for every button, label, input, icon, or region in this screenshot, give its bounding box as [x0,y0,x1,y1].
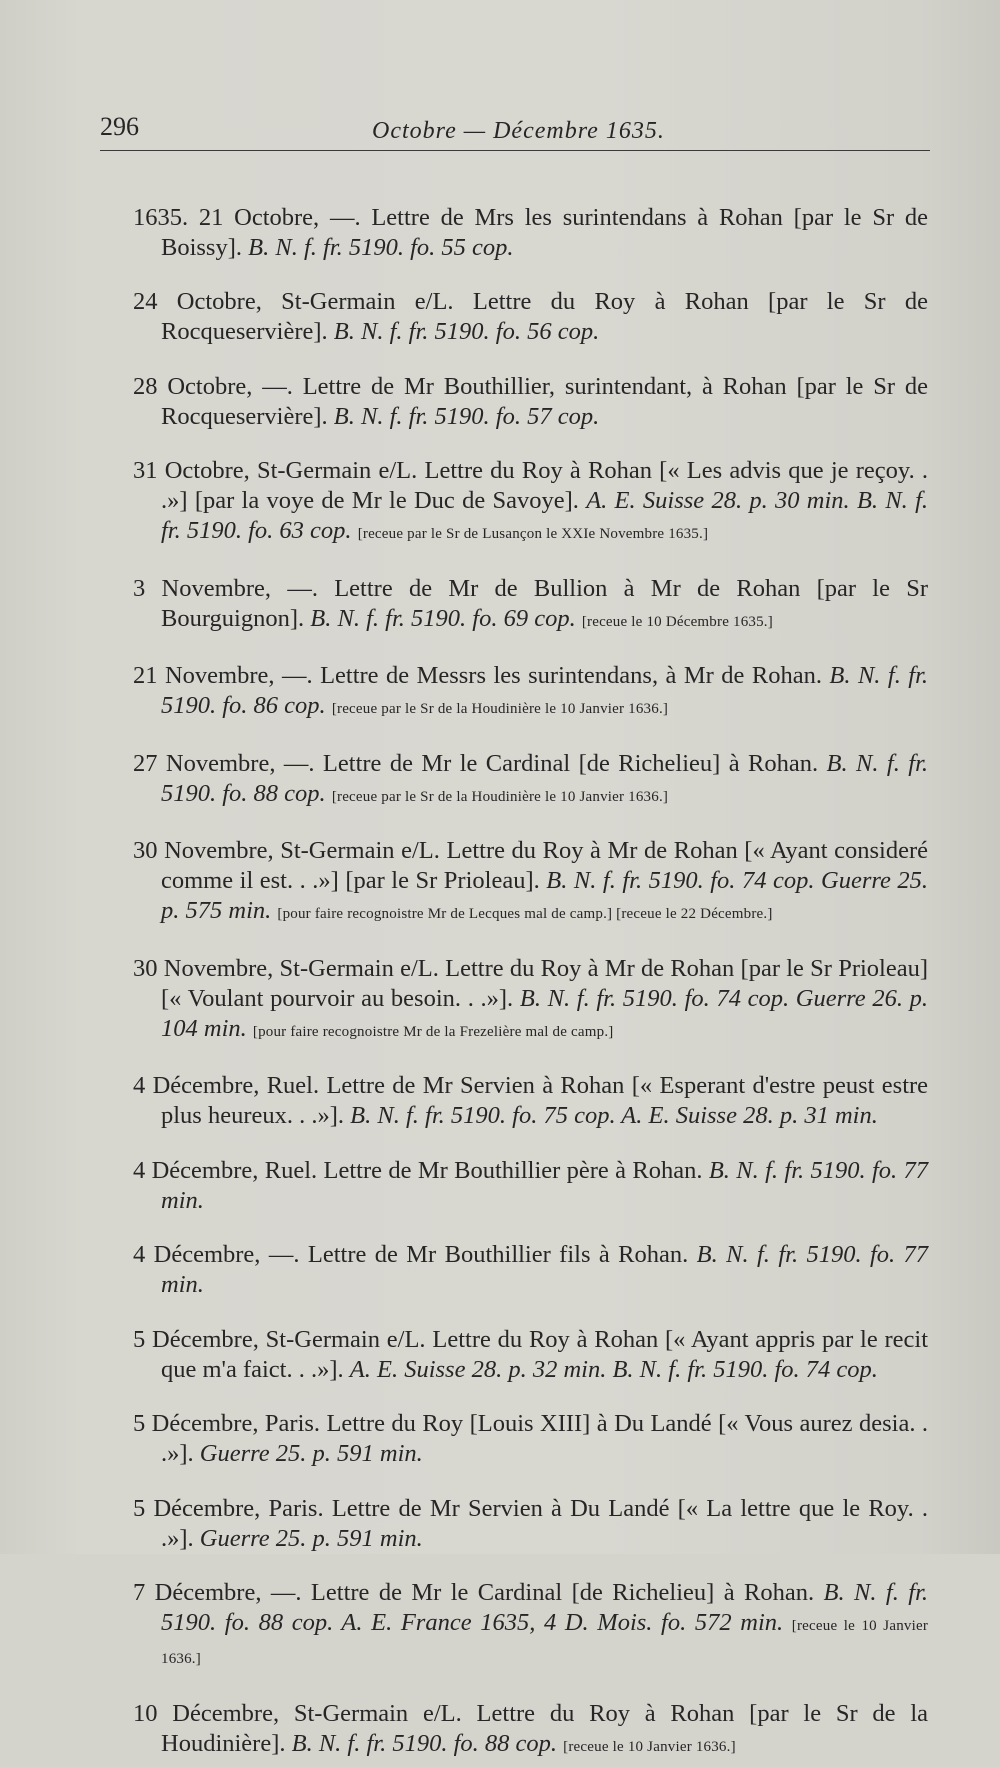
entry-reference: A. E. Suisse 28. p. 30 min. B. N. f. fr. 5190. fo. 63 cop. [161,487,928,544]
entry-text: Lettre de Mrs les surintendans à Rohan [par le Sr de Boissy]. [161,203,928,261]
entry-date: 27 Novembre, [133,749,276,777]
entry-place: Ruel. [266,1072,320,1099]
letter-entry [133,749,928,812]
page-number: 296 [100,112,139,141]
entry-place: —. [281,662,313,689]
entry-reference: B. N. f. fr. 5190. fo. 77 min. [161,1241,929,1298]
entry-date: 5 Décembre, [133,1410,259,1437]
entry-date: 5 Décembre, [133,1325,259,1353]
entry-date: 28 Octobre, [133,372,253,400]
entry-date: 30 Novembre, [133,954,274,982]
entry-place: —. [283,749,315,777]
entry-place: —. [270,1579,302,1606]
entry-place: St-Germain e/L. [256,457,418,484]
letter-entry [133,1156,928,1216]
entry-reference: B. N. f. fr. 5190. fo. 74 cop. Guerre 25. p. 575 min. [161,867,928,924]
entry-place: St-Germain e/L. [265,1325,426,1353]
entry-reference: B. N. f. fr. 5190. fo. 77 min. [161,1156,929,1214]
letter-entry [133,1494,928,1554]
entry-date: 3 Novembre, [133,574,272,602]
entry-text: Lettre de Messrs les surintendans, à Mr de Rohan. [320,662,822,689]
entry-note: [receue le 10 Janvier 1636.] [563,1738,736,1755]
entry-note: [receue le 10 Janvier 1636.] [161,1618,929,1667]
entry-place: St-Germain e/L. [280,837,440,864]
entry-text: Lettre du Roy à Mr de Rohan [« Ayant consideré comme il est. . .»] [par le Sr Prioleau]. [161,837,929,894]
letter-entry [133,1578,928,1674]
entry-place: —. [329,203,361,231]
entry-reference: B. N. f. fr. 5190. fo. 88 cop. [291,1729,558,1757]
entry-date: 7 Décembre, [133,1579,262,1606]
entry-note: [receue par le Sr de Lusançon le XXIe Novembre 1635.] [357,526,709,542]
entry-text: Lettre du Roy à Rohan [par le Sr de la Houdinière]. [161,1699,929,1757]
entry-list [133,178,928,1767]
entry-date: 10 Décembre, [133,1699,280,1727]
entry-place: St-Germain e/L. [279,954,439,982]
entry-note: [pour faire recognoistre Mr de Lecques mal de camp.] [receue le 22 Décembre.] [277,906,773,922]
entry-reference: A. E. Suisse 28. p. 32 min. B. N. f. fr. 5190. fo. 74 cop. [349,1355,878,1383]
header-rule [100,150,930,151]
letter-entry [133,372,928,432]
entry-text: Lettre de Mr Servien à Rohan [« Esperant d'estre peust estre plus heureux. . .»]. [161,1072,929,1129]
entry-place: St-Germain e/L. [293,1699,462,1727]
letter-entry [133,1325,928,1385]
entry-reference: B. N. f. fr. 5190. fo. 88 cop. A. E. France 1635, 4 D. Mois. fo. 572 min. [161,1579,929,1636]
entry-place: Paris. [268,1494,324,1522]
letter-entry [133,1071,928,1131]
entry-date: 1635. 21 Octobre, [133,203,320,231]
entry-date: 30 Novembre, [133,837,274,864]
entry-reference: Guerre 25. p. 591 min. [199,1524,423,1552]
entry-text: Lettre du Roy à Rohan [« Ayant appris par le recit que m'a faict. . .»]. [161,1325,929,1383]
entry-text: Lettre du Roy à Rohan [« Les advis que je reçoy. . .»] [par la voye de Mr le Duc de Savoye]. [161,457,929,514]
letter-entry [133,574,928,637]
entry-reference: B. N. f. fr. 5190. fo. 75 cop. A. E. Suisse 28. p. 31 min. [350,1102,878,1129]
entry-note: [receue par le Sr de la Houdinière le 10 Janvier 1636.] [331,701,669,717]
entry-date: 31 Octobre, [133,457,250,484]
entry-reference: B. N. f. fr. 5190. fo. 69 cop. [310,604,576,632]
entry-text: Lettre de Mr de Bullion à Mr de Rohan [par le Sr Bourguignon]. [161,574,929,632]
letter-entry [103,203,928,263]
entry-text: Lettre du Roy à Mr de Rohan [par le Sr Prioleau] [« Voulant pourvoir au besoin. . .»]. [161,954,929,1012]
entry-text: Lettre de Mr le Cardinal [de Richelieu] à Rohan. [322,749,819,777]
entry-text: Lettre de Mr Servien à Du Landé [« La lettre que le Roy. . .»]. [161,1494,929,1552]
letter-entry [133,954,928,1047]
letter-entry [133,287,928,347]
entry-date: 5 Décembre, [133,1494,261,1522]
letter-entry [133,836,928,929]
entry-reference: B. N. f. fr. 5190. fo. 88 cop. [161,749,929,807]
entry-note: [receue par le Sr de la Houdinière le 10 Janvier 1636.] [331,788,669,805]
entry-date: 4 Décembre, [133,1072,260,1099]
running-head [0,112,1000,152]
entry-reference: B. N. f. fr. 5190. fo. 74 cop. Guerre 26. p. 104 min. [161,984,929,1042]
entry-reference: B. N. f. fr. 5190. fo. 57 cop. [333,402,600,430]
entry-place: St-Germain e/L. [281,288,454,315]
running-title: Octobre — Décembre 1635. [372,118,665,144]
letter-entry [133,1240,928,1300]
entry-text: Lettre de Mr Bouthillier fils à Rohan. [307,1241,689,1268]
entry-place: —. [262,372,293,400]
entry-text: Lettre du Roy [Louis XIII] à Du Landé [« Vous aurez desia. . .»]. [161,1410,929,1467]
letter-entry [133,661,928,724]
entry-reference: B. N. f. fr. 5190. fo. 56 cop. [333,318,600,345]
entry-date: 4 Décembre, [133,1156,259,1184]
entry-place: —. [287,574,318,602]
entry-text: Lettre de Mr le Cardinal [de Richelieu] à Rohan. [310,1579,815,1606]
entry-date: 24 Octobre, [133,288,262,315]
letter-entry [133,1409,928,1469]
entry-reference: B. N. f. fr. 5190. fo. 55 cop. [248,233,514,261]
letter-entry [133,1699,928,1762]
entry-text: Lettre du Roy à Rohan [par le Sr de Rocqueservière]. [161,288,929,345]
entry-place: —. [268,1241,300,1268]
entry-text: Lettre de Mr Bouthillier père à Rohan. [323,1156,703,1184]
entry-place: Ruel. [264,1156,318,1184]
entry-note: [pour faire recognoistre Mr de la Frezelière mal de camp.] [252,1023,614,1040]
entry-reference: B. N. f. fr. 5190. fo. 86 cop. [161,662,929,719]
entry-reference: Guerre 25. p. 591 min. [199,1440,423,1467]
entry-text: Lettre de Mr Bouthillier, surintendant, à Rohan [par le Sr de Rocqueservière]. [161,372,929,430]
entry-note: [receue le 10 Décembre 1635.] [581,613,773,630]
entry-date: 21 Novembre, [133,662,275,689]
letter-entry [133,456,928,549]
entry-date: 4 Décembre, [133,1241,261,1268]
entry-place: Paris. [264,1410,321,1437]
